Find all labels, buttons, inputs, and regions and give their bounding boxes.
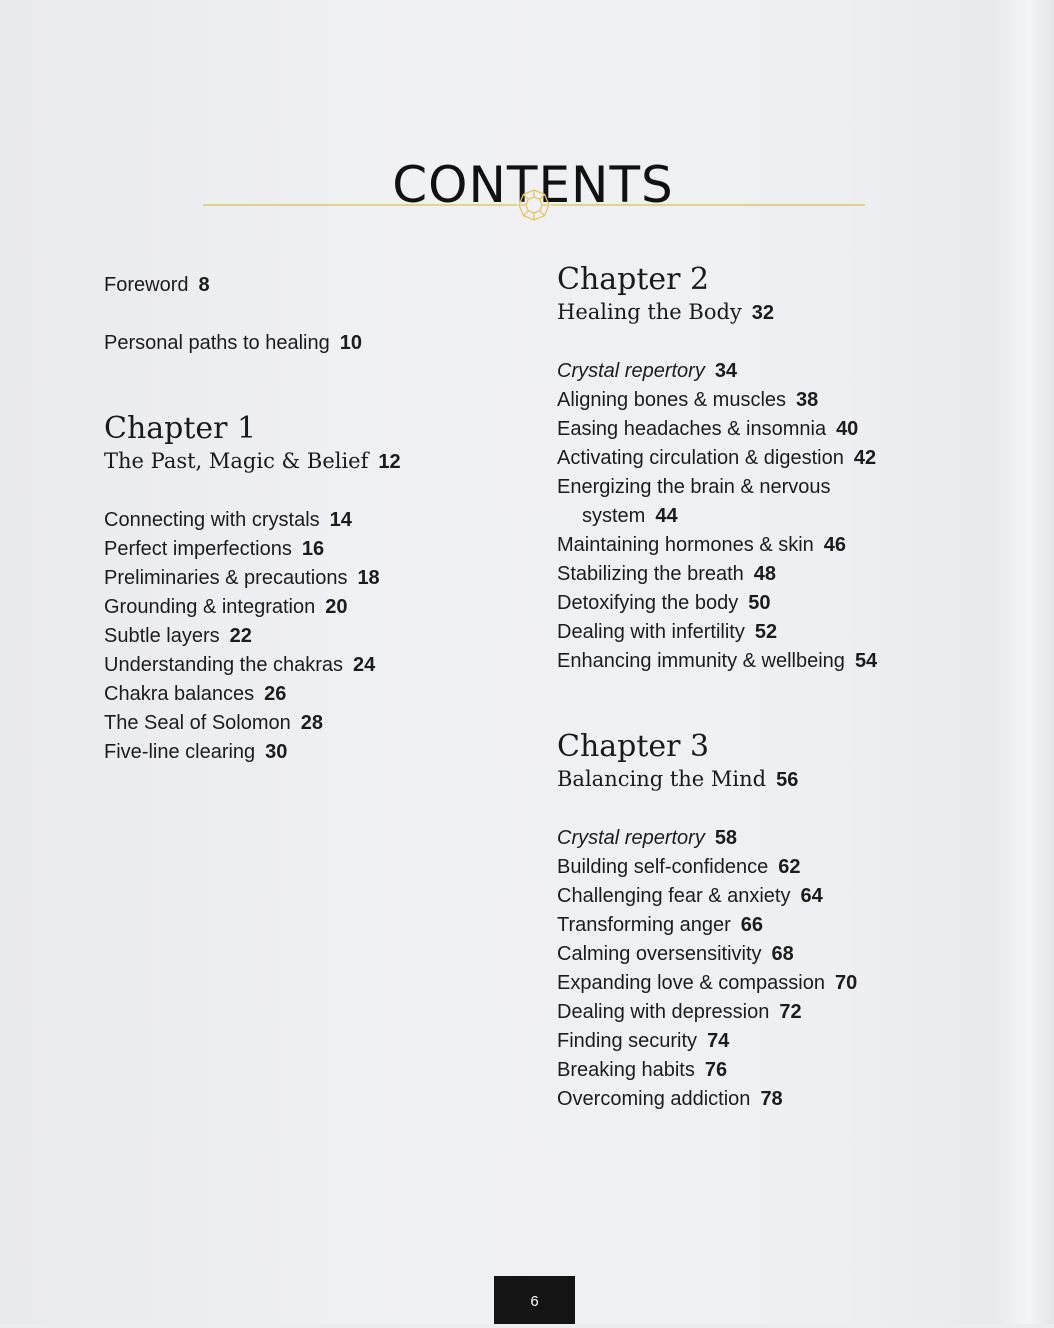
toc-entry-label: Grounding & integration xyxy=(104,596,316,618)
toc-entry[interactable] xyxy=(104,709,524,738)
toc-entry-label: Foreword xyxy=(104,274,189,296)
chapter-number: Chapter 3 xyxy=(557,729,710,764)
toc-entry[interactable] xyxy=(104,506,524,535)
chapter-title-text: The Past, Magic & Belief xyxy=(104,449,369,473)
toc-entry-label: Breaking habits xyxy=(557,1059,695,1081)
toc-entry[interactable] xyxy=(557,969,997,998)
toc-entry-page: 50 xyxy=(748,592,771,614)
toc-entry-page: 26 xyxy=(264,683,287,705)
toc-entry-page: 18 xyxy=(357,567,380,589)
toc-entry-label: Dealing with depression xyxy=(557,1001,770,1023)
toc-entry-label: Subtle layers xyxy=(104,625,220,647)
toc-entry[interactable] xyxy=(104,738,524,767)
toc-entry-label: Expanding love & compassion xyxy=(557,972,825,994)
toc-left-column xyxy=(104,271,524,767)
title-divider xyxy=(203,188,865,222)
chapter-3-heading[interactable] xyxy=(557,730,997,795)
toc-entry[interactable] xyxy=(557,911,997,940)
toc-entry[interactable] xyxy=(557,589,997,618)
toc-entry-label: The Seal of Solomon xyxy=(104,712,291,734)
toc-entry-page: 28 xyxy=(300,712,324,734)
chapter-page: 32 xyxy=(751,302,775,324)
toc-entry-label: Five-line clearing xyxy=(104,741,256,763)
toc-entry[interactable] xyxy=(557,1056,997,1085)
chapter-title-text: Healing the Body xyxy=(557,300,742,324)
toc-entry-page: 68 xyxy=(771,943,794,965)
toc-entry-page: 22 xyxy=(229,625,252,647)
toc-entry[interactable] xyxy=(104,564,524,593)
toc-entry[interactable] xyxy=(557,618,997,647)
toc-entry-page: 62 xyxy=(778,856,801,878)
toc-entry-page: 30 xyxy=(265,741,288,763)
toc-entry[interactable] xyxy=(557,415,997,444)
toc-entry[interactable] xyxy=(557,853,997,882)
toc-entry[interactable] xyxy=(557,473,997,502)
toc-entry-label: Crystal repertory xyxy=(557,360,705,382)
toc-entry-page: 8 xyxy=(198,274,210,296)
toc-entry[interactable] xyxy=(104,535,524,564)
toc-entry-page: 14 xyxy=(329,509,352,531)
toc-entry-label: Finding security xyxy=(557,1030,698,1052)
toc-entry-label: Energizing the brain & nervous xyxy=(557,476,831,498)
toc-entry-label: Maintaining hormones & skin xyxy=(557,534,814,556)
toc-entry-label: Building self-confidence xyxy=(557,856,769,878)
toc-entry-label: Transforming anger xyxy=(557,914,731,936)
toc-entry-label: Chakra balances xyxy=(104,683,255,705)
toc-entry-page: 52 xyxy=(754,621,778,643)
toc-entry-page: 66 xyxy=(740,914,764,936)
toc-entry-page: 34 xyxy=(714,360,738,382)
chapter-title-text: Balancing the Mind xyxy=(557,767,767,791)
toc-entry[interactable] xyxy=(557,1027,997,1056)
toc-entry-label: system xyxy=(582,505,646,527)
toc-entry-page: 48 xyxy=(753,563,777,585)
toc-entry[interactable] xyxy=(557,882,997,911)
contents-heading: CONTENTS xyxy=(392,155,674,214)
toc-entry-label: Overcoming addiction xyxy=(557,1088,751,1110)
toc-entry-page: 72 xyxy=(779,1001,802,1023)
toc-right-column xyxy=(557,263,997,1114)
toc-entry-page: 76 xyxy=(704,1059,728,1081)
toc-entry-label: Activating circulation & digestion xyxy=(557,447,844,469)
chapter-number: Chapter 1 xyxy=(104,411,257,446)
chapter-page: 56 xyxy=(776,769,799,791)
chapter-title xyxy=(104,446,524,477)
toc-entry-label: Connecting with crystals xyxy=(104,509,320,531)
toc-entry[interactable] xyxy=(557,502,997,531)
toc-entry[interactable] xyxy=(557,998,997,1027)
toc-entry-label: Crystal repertory xyxy=(557,827,705,849)
toc-entry-foreword[interactable] xyxy=(104,271,524,300)
toc-entry-label: Stabilizing the breath xyxy=(557,563,744,585)
toc-entry-label: Calming oversensitivity xyxy=(557,943,762,965)
toc-entry-page: 20 xyxy=(325,596,348,618)
toc-entry[interactable] xyxy=(557,1085,997,1114)
chapter-1-heading[interactable] xyxy=(104,412,524,477)
toc-entry-page: 70 xyxy=(834,972,858,994)
toc-entry-label: Dealing with infertility xyxy=(557,621,745,643)
toc-entry-page: 58 xyxy=(714,827,738,849)
crystal-facet-icon xyxy=(519,190,549,220)
toc-entry-page: 16 xyxy=(301,538,325,560)
toc-entry[interactable] xyxy=(104,680,524,709)
toc-entry-label: Aligning bones & muscles xyxy=(557,389,787,411)
chapter-title xyxy=(557,764,997,795)
chapter-2-heading[interactable] xyxy=(557,263,997,328)
toc-entry[interactable] xyxy=(557,824,997,853)
toc-entry-page: 38 xyxy=(796,389,819,411)
toc-entry[interactable] xyxy=(104,622,524,651)
chapter-page: 12 xyxy=(378,451,401,473)
toc-entry-label: Easing headaches & insomnia xyxy=(557,418,827,440)
toc-entry[interactable] xyxy=(557,647,997,676)
chapter-title xyxy=(557,297,997,328)
toc-entry-personal-paths[interactable] xyxy=(104,329,524,358)
toc-entry-label: Detoxifying the body xyxy=(557,592,739,614)
toc-entry-page: 74 xyxy=(707,1030,730,1052)
toc-entry[interactable] xyxy=(557,386,997,415)
toc-entry[interactable] xyxy=(557,444,997,473)
toc-entry-page: 40 xyxy=(836,418,859,440)
toc-entry[interactable] xyxy=(557,357,997,386)
toc-entry-page: 54 xyxy=(854,650,878,672)
toc-entry[interactable] xyxy=(557,560,997,589)
toc-entry-page: 10 xyxy=(339,332,362,354)
page-number: 6 xyxy=(494,1276,575,1324)
toc-entry-label: Challenging fear & anxiety xyxy=(557,885,791,907)
toc-entry-page: 24 xyxy=(353,654,376,676)
toc-entry-page: 78 xyxy=(760,1088,783,1110)
toc-entry-label: Perfect imperfections xyxy=(104,538,292,560)
toc-entry-label: Preliminaries & precautions xyxy=(104,567,348,589)
toc-entry-page: 46 xyxy=(823,534,847,556)
toc-entry-page: 64 xyxy=(800,885,823,907)
toc-entry[interactable] xyxy=(557,531,997,560)
toc-entry[interactable] xyxy=(104,651,524,680)
toc-entry-label: Understanding the chakras xyxy=(104,654,344,676)
toc-entry-label: Personal paths to healing xyxy=(104,332,330,354)
toc-entry-page: 42 xyxy=(853,447,877,469)
chapter-number: Chapter 2 xyxy=(557,262,710,297)
toc-entry[interactable] xyxy=(104,593,524,622)
toc-entry-label: Enhancing immunity & wellbeing xyxy=(557,650,845,672)
toc-entry[interactable] xyxy=(557,940,997,969)
toc-entry-page: 44 xyxy=(655,505,678,527)
